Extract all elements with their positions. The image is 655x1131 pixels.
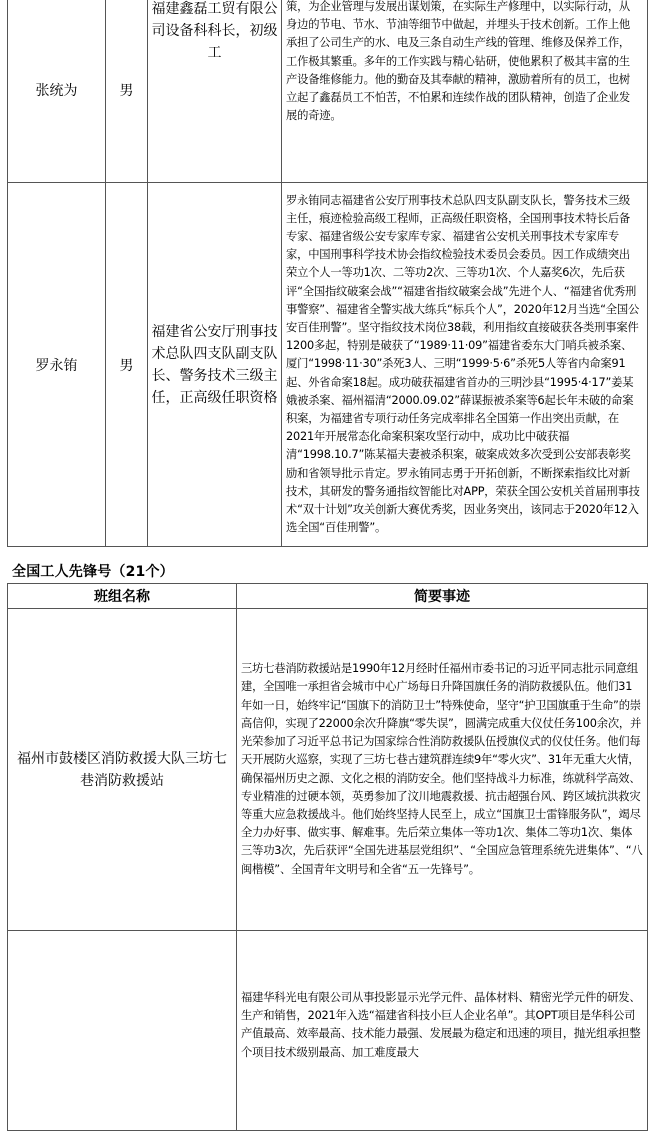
- table-row: [8, 183, 648, 547]
- honoree-deeds: 策，为企业管理与发展出谋划策，在实际生产修理中，以实际行动，从身边的节电、节水、节油等细节中做起，并埋头于技术创新。工作上他承担了公司生产的水、电及三条自动生产线的管理、维修及保养工作，工作极其繁重。多年的工作实践与精心钻研，使他累积了极其丰富的生产设备维修能力。他的勤奋及其奉献的精神，激励着所有的员工，也树立起了鑫磊员工不怕苦，不怕累和连续作战的团队精神，创造了企业发展的奇迹。: [282, 0, 648, 183]
- column-header-deeds: 简要事迹: [237, 584, 648, 609]
- honoree-position: 福建鑫磊工贸有限公司设备科科长，初级工: [148, 0, 282, 183]
- team-deeds: 三坊七巷消防救援站是1990年12月经时任福州市委书记的习近平同志批示同意组建，全国唯一承担省会城市中心广场每日升降国旗任务的消防救援队伍。他们31年如一日，始终牢记“国旗下的消防卫士”特殊使命，坚守“护卫国旗重于生命”的崇高信仰，实现了22000余次升降旗“零失误”，圆满完成重大仪仗任务100余次，并光荣参加了习近平总书记为国家综合性消防救援队伍授旗仪式的仪仗任务。他们每天开展防火巡察，实现了三坊七巷古建筑群连续9年“零火灾”、31年无重大火情，确保福州历史之源、文化之根的消防安全。他们坚持战斗力标准，练就科学高效、专业精准的过硬本领，英勇参加了汶川地震救援、抗击超强台风、跨区域抗洪救灾等重大应急救援战斗。他们始终坚持人民至上，成立“国旗卫士雷锋服务队”，竭尽全力办好事、做实事、解难事。先后荣立集体一等功1次、集体二等功1次、集体三等功3次，先后获评“全国先进基层党组织”、“全国应急管理系统先进集体”、“八闽楷模”、全国青年文明号和全省“五一先锋号”。: [237, 609, 648, 931]
- table-row: [8, 931, 648, 1131]
- honoree-position: 福建省公安厅刑事技术总队四支队副支队长、警务技术三级主任，正高级任职资格: [148, 183, 282, 547]
- table-row: [8, 0, 648, 183]
- honoree-name: 罗永铕: [8, 183, 106, 547]
- team-table: [7, 583, 648, 1131]
- honoree-table: [7, 0, 648, 547]
- team-name: 福州市鼓楼区消防救援大队三坊七巷消防救援站: [8, 609, 237, 931]
- team-deeds: 福建华科光电有限公司从事投影显示光学元件、晶体材料、精密光学元件的研发、生产和销售，2021年入选“福建省科技小巨人企业名单”。其OPT项目是华科公司产值最高、效率最高、技术能力最强、发展最为稳定和迅速的项目，抛光组承担整个项目技术级别最高、加工难度最大: [237, 931, 648, 1131]
- team-name: [8, 931, 237, 1131]
- honoree-gender: 男: [106, 0, 148, 183]
- column-header-team: 班组名称: [8, 584, 237, 609]
- honoree-gender: 男: [106, 183, 148, 547]
- honoree-deeds: 罗永铕同志福建省公安厅刑事技术总队四支队副支队长，警务技术三级主任，痕迹检验高级工程师，正高级任职资格，全国刑事技术特长后备专家、福建省级公安专家库专家、福建省公安机关刑事技术专家库专家，中国刑事科学技术协会指纹检验技术委员会委员。因工作成绩突出荣立个人一等功1次、二等功2次、三等功1次、个人嘉奖6次，先后获评“全国指纹破案会战”“福建省指纹破案会战”先进个人、“福建省优秀刑事警察”、福建省全警实战大练兵“标兵个人”，2020年12月当选“全国公安百佳刑警”。坚守指纹技术岗位38载，利用指纹直接破获各类刑事案件1200多起，特别是破获了“1989·11·09”福建省委东大门哨兵被杀案、厦门“1998·11·30”杀死3人、三明“1999·5·6”杀死5人等省内命案91起、外省命案18起。成功破获福建省首办的三明沙县“1995·4·17”姜某娥被杀案、福州福清“2000.09.02”薛谋振被杀案等6起长年未破的命案积案，为福建省专项行动任务完成率排名全国第一作出突出贡献，在2021年开展常态化命案积案攻坚行动中，成功比中破获福清“1998.10.7”陈某福夫妻被杀积案，破案成效多次受到公安部表彰奖励和省领导批示肯定。罗永铕同志勇于开拓创新，不断探索指纹比对新技术，其研发的警务通指纹智能比对APP，荣获全国公安机关首届刑事技术“双十计划”攻关创新大赛优秀奖，因业务突出，该同志于2020年12入选全国“百佳刑警”。: [282, 183, 648, 547]
- section-title: 全国工人先锋号（21个）: [12, 564, 174, 580]
- table-row: [8, 609, 648, 931]
- honoree-name: 张统为: [8, 0, 106, 183]
- table-header-row: [8, 584, 648, 609]
